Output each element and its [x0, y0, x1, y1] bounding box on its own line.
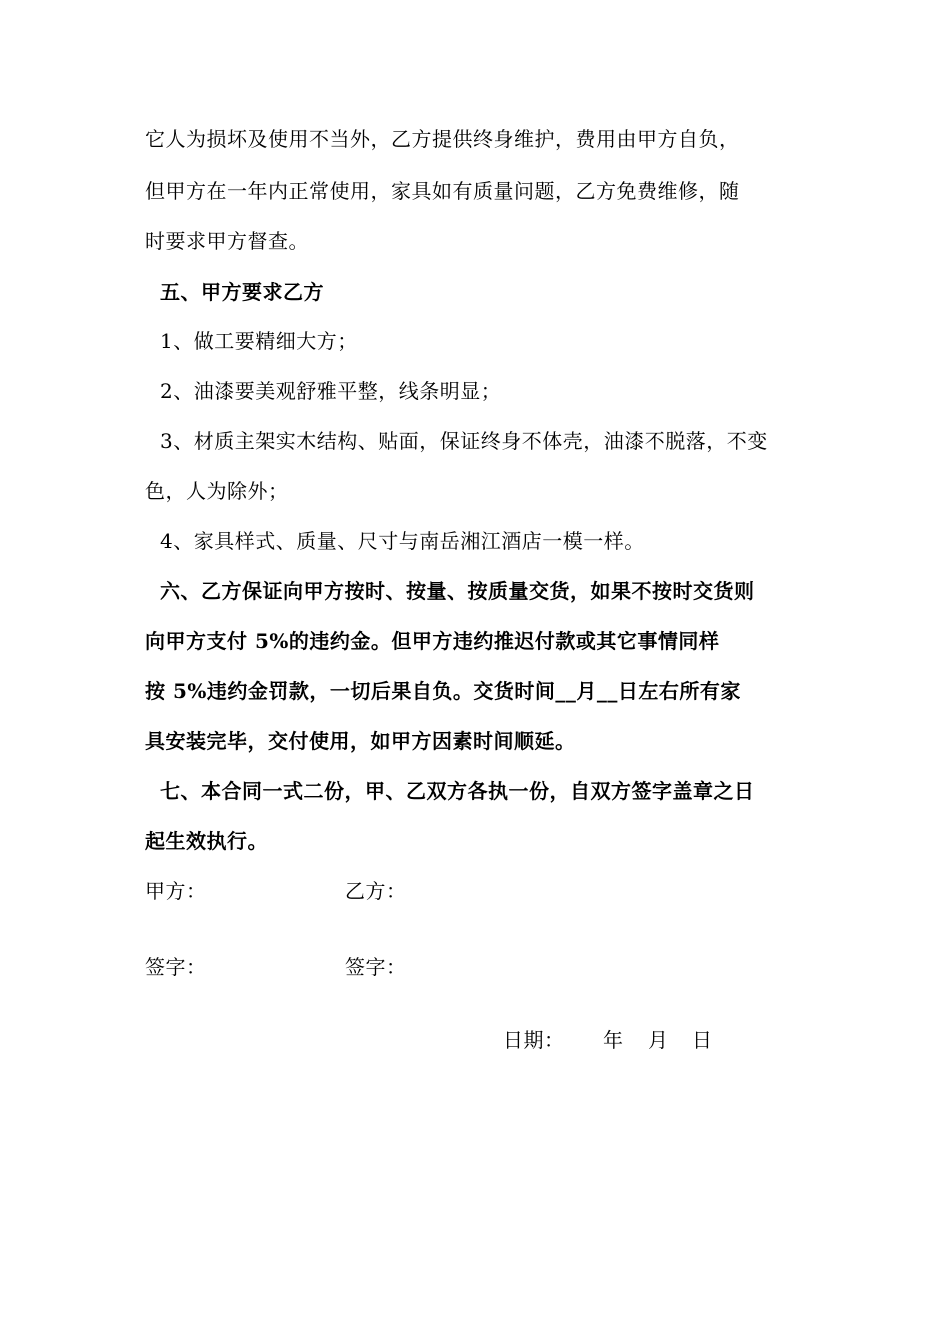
date-year: 年 [603, 1028, 624, 1052]
signature-b-label: 签字： [345, 955, 407, 979]
requirement-item-3: 3、材质主架实木结构、贴面，保证终身不体壳，油漆不脱落，不变 [160, 429, 768, 453]
section-6-line: 向甲方支付 5%的违约金。但甲方违约推迟付款或其它事情同样 [145, 629, 720, 653]
section-7-line: 七、本合同一式二份，甲、乙双方各执一份，自双方签字盖章之日 [160, 779, 755, 803]
section-6-line: 六、乙方保证向甲方按时、按量、按质量交货，如果不按时交货则 [160, 579, 755, 603]
paragraph-line: 时要求甲方督查。 [145, 229, 309, 253]
paragraph-line: 但甲方在一年内正常使用，家具如有质量问题，乙方免费维修，随 [145, 179, 740, 203]
paragraph-line: 它人为损坏及使用不当外，乙方提供终身维护，费用由甲方自负， [145, 127, 740, 151]
date-label: 日期： [503, 1028, 565, 1052]
section-heading-5: 五、甲方要求乙方 [160, 280, 324, 304]
party-a-label: 甲方： [145, 879, 207, 903]
party-b-label: 乙方： [345, 879, 407, 903]
section-7-line: 起生效执行。 [145, 829, 268, 853]
requirement-item-1: 1、做工要精细大方； [160, 329, 358, 353]
requirement-item-4: 4、家具样式、质量、尺寸与南岳湘江酒店一模一样。 [160, 529, 645, 553]
section-6-line: 具安装完毕，交付使用，如甲方因素时间顺延。 [145, 729, 576, 753]
date-day: 日 [692, 1028, 713, 1052]
signature-a-label: 签字： [145, 955, 207, 979]
date-month: 月 [648, 1028, 669, 1052]
section-6-line: 按 5%违约金罚款，一切后果自负。交货时间__月__日左右所有家 [145, 679, 741, 703]
requirement-item-2: 2、油漆要美观舒雅平整，线条明显； [160, 379, 502, 403]
requirement-item-3-cont: 色，人为除外； [145, 479, 289, 503]
